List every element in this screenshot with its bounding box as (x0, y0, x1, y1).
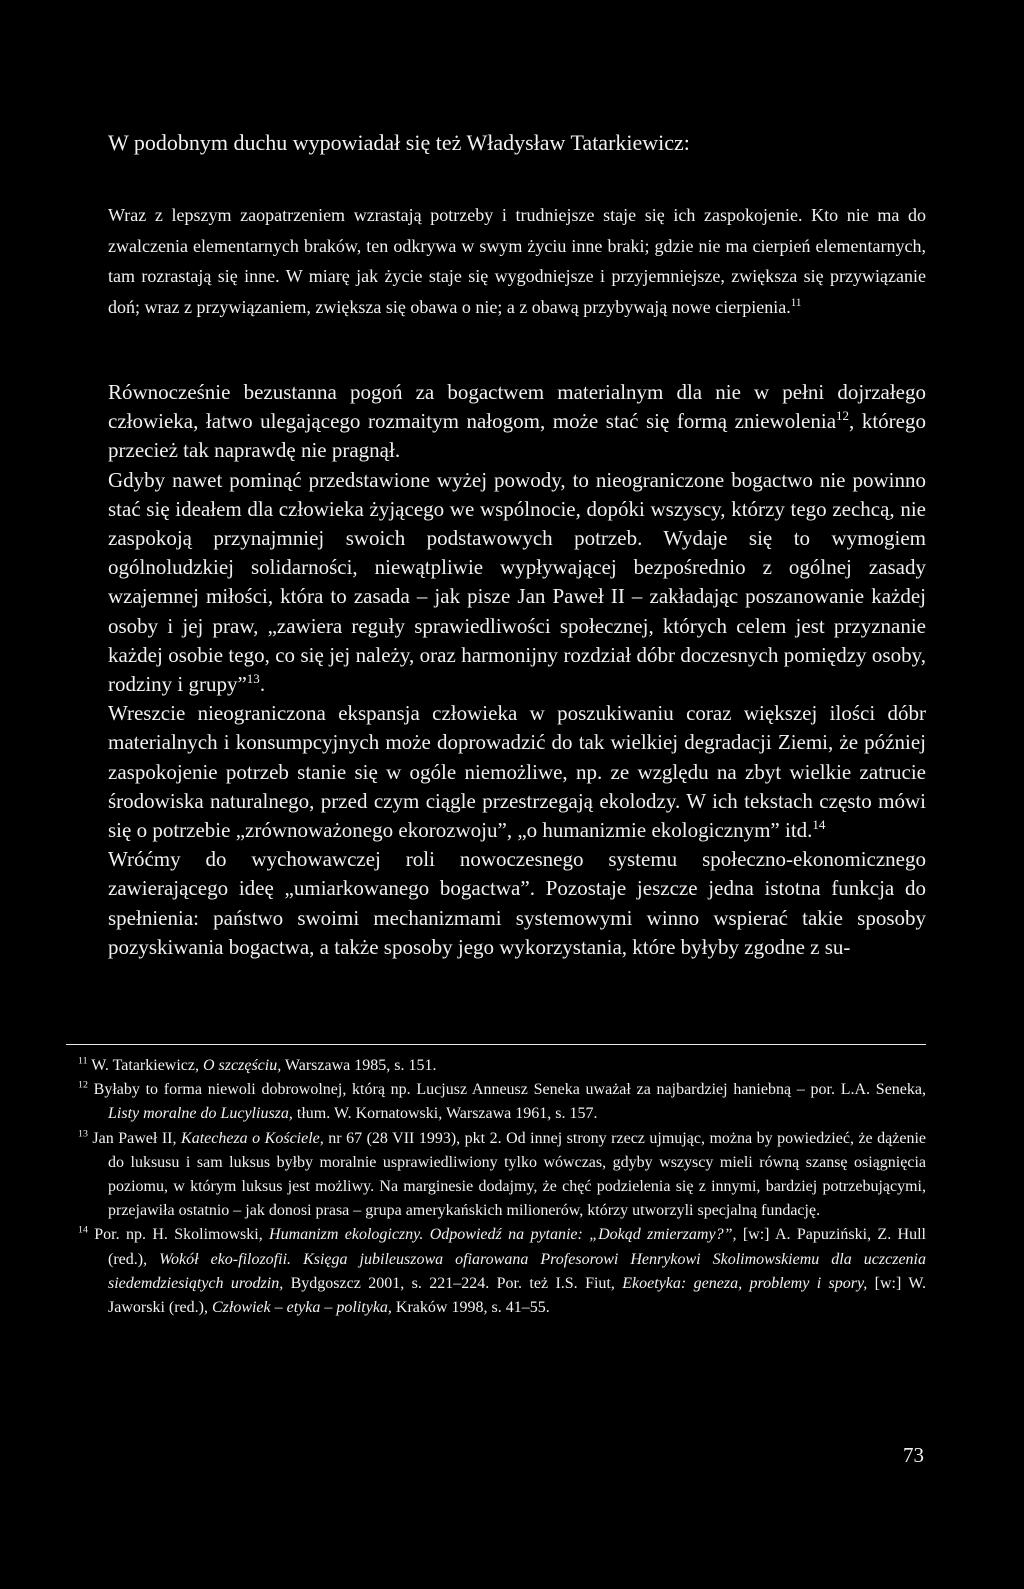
footnote-text: Por. np. H. Skolimowski, (94, 1226, 270, 1244)
footnote-divider (66, 1044, 926, 1045)
paragraph-3 (108, 699, 926, 845)
lead-sentence: W podobnym duchu wypowiadał się też Władysław Tatarkiewicz: (108, 130, 690, 155)
paragraph-2 (108, 466, 926, 700)
footnote-text: [w:] A. Papuziński, Z. Hull (red.), (108, 1226, 927, 1268)
paragraph-3-text: Wreszcie nieograniczona ekspansja człowieka w poszukiwaniu coraz większej ilości dóbr materialnych i konsumpcyjnych może doprowadzić do tak wielkiej degradacji Ziemi, że później zaspokojenie potrzeb stanie się w ogóle niemożliwe, np. ze względu na zbyt wielkie zatrucie środowiska naturalnego, przed czym ciągle przestrzegają ekolodzy. W ich tekstach często mówi się o potrzebie „zrównoważonego ekorozwoju”, „o humanizmie ekologicznym” itd. (108, 701, 926, 843)
footnote-title: Ekoetyka: geneza, problemy i spory, (622, 1274, 868, 1292)
paragraph-1-text-end: , którego przecież tak naprawdę nie pragnął. (108, 409, 926, 463)
footnote-11 (66, 1054, 926, 1078)
footnote-13 (66, 1127, 926, 1224)
footnote-text: Byłaby to forma niewoli dobrowolnej, którą np. Lucjusz Anneusz Seneka uważał za najbardziej haniebną – por. L.A. Seneka, (93, 1081, 926, 1099)
footnote-ref-13[interactable]: 13 (246, 671, 260, 687)
footnote-text: W. Tatarkiewicz, (91, 1057, 203, 1074)
footnote-text: [w:] W. Jaworski (red.), (108, 1274, 927, 1317)
footnote-title: Wokół eko-filozofii. Księga jubileuszowa ofiarowana Profesorowi Henrykowi Skolimowskiemu dla uczczenia siedemdziesiątych urodzin, (108, 1250, 927, 1292)
footnote-12 (66, 1078, 926, 1126)
footnote-title: Katecheza o Kościele, (181, 1129, 324, 1147)
footnote-ref-11[interactable]: 11 (790, 296, 802, 309)
paragraph-4: Wróćmy do wychowawczej roli nowoczesnego systemu społeczno-ekonomicznego zawierającego ideę „umiarkowanego bogactwa”. Pozostaje jeszcze jedna istotna funkcja do spełnienia: państwo swoimi mechanizmami systemowymi winno wspierać takie sposoby pozyskiwania bogactwa, a także sposoby jego wykorzystania, które byłyby zgodne z su- (108, 847, 926, 959)
footnote-title: Humanizm ekologiczny. Odpowiedź na pytanie: „Dokąd zmierzamy?”, (269, 1226, 737, 1244)
footnote-title: Człowiek – etyka – polityka, (211, 1299, 392, 1317)
paragraph-2-text-end: . (259, 672, 266, 697)
footnote-number: 14 (78, 1225, 88, 1237)
footnote-text: nr 67 (28 VII 1993), pkt 2. Od innej strony rzecz ujmując, można by powiedzieć, że dążenie do luksusu i sam luksus byłby moralnie usprawiedliwiony tylko wówczas, gdyby wszyscy mieli równą szansę osiągnięcia poziomu, w którym luksus jest możliwy. Na marginesie dodajmy, że chęć podzielenia się z innymi, bardziej potrzebującymi, przejawiła ostatnio – jak donosi prasa – grupa amerykańskich milionerów, którzy utworzyli specjalną fundację. (108, 1129, 927, 1220)
footnote-ref-12[interactable]: 12 (836, 408, 850, 424)
footnote-text: Warszawa 1985, s. 151. (281, 1057, 437, 1074)
page-number: 73 (903, 1443, 924, 1467)
footnote-ref-14[interactable]: 14 (812, 817, 826, 833)
paragraph-2-text: Gdyby nawet pominąć przedstawione wyżej powody, to nieograniczone bogactwo nie powinno stać się ideałem dla człowieka żyjącego we wspólnocie, dopóki wszyscy, którzy tego zechcą, nie zaspokoją przynajmniej swoich podstawowych potrzeb. Wydaje się to wymogiem ogólnoludzkiej solidarności, niewątpliwie wypływającej bezpośrednio z ogólnej zasady wzajemnej miłości, która to zasada – jak pisze Jan Paweł II – zakładając poszanowanie każdej osoby i jej praw, „zawiera reguły sprawiedliwości społecznej, których celem jest przyznanie każdej osobie tego, co się jej należy, oraz harmonijny rozdział dóbr doczesnych pomiędzy osoby, rodziny i grupy” (108, 467, 926, 697)
footnote-14 (66, 1223, 926, 1320)
footnote-number: 11 (78, 1055, 88, 1067)
footnote-text: Jan Paweł II, (92, 1129, 182, 1147)
footnote-title: O szczęściu, (203, 1057, 282, 1074)
footnote-text: Kraków 1998, s. 41–55. (391, 1299, 550, 1317)
footnote-text: Bydgoszcz 2001, s. 221–224. Por. też I.S. Fiut, (283, 1274, 623, 1292)
paragraph-1-text: Równocześnie bezustanna pogoń za bogactwem materialnym dla nie w pełni dojrzałego człowieka, łatwo ulegającego rozmaitym nałogom, może stać się formą zniewolenia (108, 380, 926, 434)
paragraph-1 (108, 378, 926, 466)
footnote-number: 12 (78, 1079, 88, 1091)
quote-text: Wraz z lepszym zaopatrzeniem wzrastają potrzeby i trudniejsze staje się ich zaspokojenie. Kto nie ma do zwalczenia elementarnych braków, ten odkrywa w swym życiu inne braki; gdzie nie ma cierpień elementarnych, tam rozrastają się inne. W miarę jak życie staje się wygodniejsze i przyjemniejsze, zwiększa się przywiązanie doń; wraz z przywiązaniem, zwiększa się obawa o nie; a z obawą przybywają nowe cierpienia. (108, 205, 926, 317)
footnote-title: Listy moralne do Lucyliusza, (108, 1105, 293, 1123)
footnote-text: tłum. W. Kornatowski, Warszawa 1961, s. 157. (292, 1105, 598, 1123)
footnote-number: 13 (78, 1128, 88, 1140)
block-quote (108, 200, 926, 322)
main-text (108, 378, 926, 962)
footnotes (66, 1054, 926, 1320)
